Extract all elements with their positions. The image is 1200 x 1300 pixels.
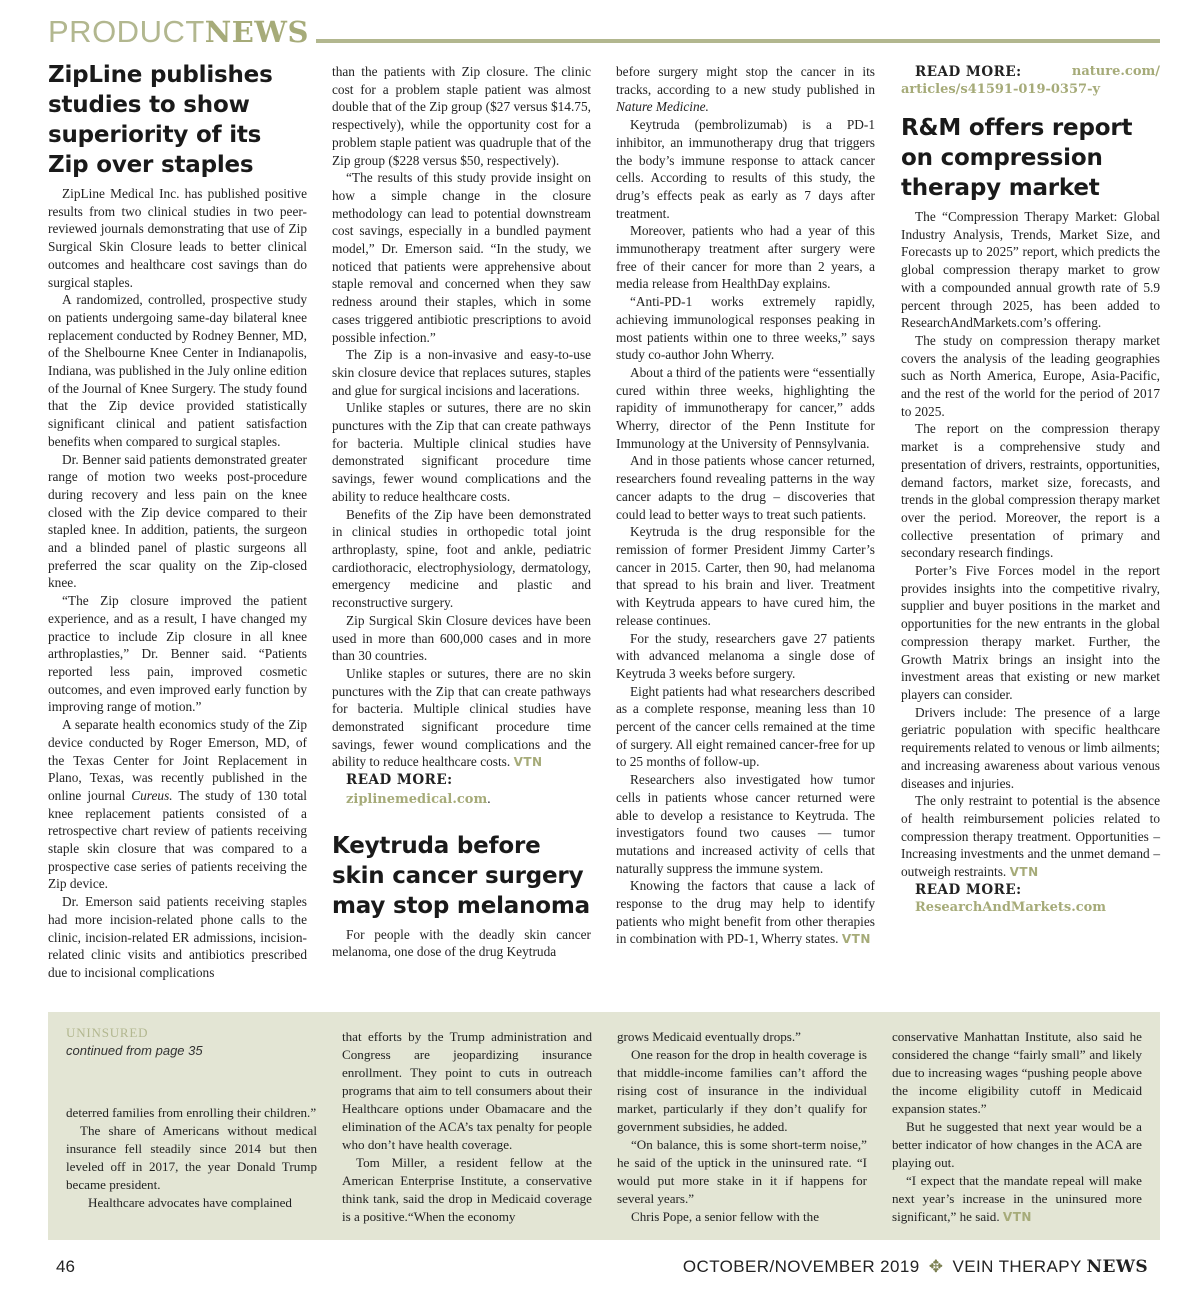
- article-paragraph: For the study, researchers gave 27 patients with advanced melanoma a single dose of Keytruda 3 weeks before surgery.: [616, 630, 875, 681]
- article-paragraph: Healthcare advocates have complained: [88, 1195, 292, 1210]
- article-paragraph: Chris Pope, a senior fellow with the: [631, 1209, 820, 1224]
- article-paragraph: “The Zip closure improved the patient experience, and as a result, I have changed my practice to include Zip closure in all knee arthroplasties,” Dr. Benner said. “Patients reported less pain, improved cosmetic outcomes, and even improved early function by improving range of motion.”: [48, 593, 307, 715]
- article-paragraph: The share of Americans without medical insurance fell steadily since 2014 but then leveled off in 2017, the year Donald Trump became president.: [66, 1123, 317, 1192]
- issue-date: OCTOBER/NOVEMBER 2019: [682, 1257, 920, 1276]
- column-3: [616, 63, 875, 949]
- read-more-link[interactable]: articles/s41591-019-0357-y: [901, 82, 1101, 97]
- article-paragraph: Researchers also investigated how tumor cells in patients whose cancer returned were able to develop a resistance to Keytruda. The investigators found two causes — tumor mutations and increased activity of cells that naturally suppress the immune system.: [616, 772, 875, 876]
- vtn-signoff: VTN: [1002, 1210, 1032, 1224]
- article-paragraph: Zip Surgical Skin Closure devices have been used in more than 600,000 cases and in more than 30 countries.: [332, 612, 591, 664]
- section-title: PRODUCTNEWS: [48, 14, 309, 49]
- article-paragraph: Knowing the factors that cause a lack of response to the drug may help to identify patients who might benefit from other therapies in combination with PD-1, Wherry states. VTN: [616, 878, 875, 947]
- article-paragraph: “On balance, this is some short-term noise,” he said of the uptick in the uninsured rate. “I would put more stake in it if happens for several years.”: [617, 1137, 867, 1206]
- article-paragraph: And in those patients whose cancer returned, researchers found revealing patterns in the way cancer adapts to the drug – discoveries that could lead to better ways to treat such patients.: [616, 453, 875, 522]
- read-more-keytruda: [901, 63, 1160, 81]
- vtn-signoff: VTN: [513, 755, 543, 770]
- journal-name: Nature Medicine.: [616, 99, 709, 115]
- article-paragraph: Benefits of the Zip have been demonstrated in clinical studies in orthopedic total joint arthroplasty, spine, foot and ankle, pediatric cardiothoracic, electrophysiology, dermatology, emergency medicine and plastic and reconstructive surgery.: [332, 506, 591, 611]
- magazine-footer: [683, 1257, 1148, 1279]
- article-paragraph: Dr. Benner said patients demonstrated greater range of motion two weeks post-procedure during recovery and less pain on the knee closed with the Zip device compared to their stapled knee. In addition, patients, the surgeon and a blinded panel of plastic surgeons all preferred the scar quality on the Zip-closed knee.: [48, 451, 307, 591]
- article-headline-zipline: ZipLine publishes studies to show superiority of its Zip over staples: [48, 62, 273, 178]
- vtn-signoff: VTN: [1009, 865, 1039, 880]
- box-column-1: [66, 1024, 317, 1212]
- read-more-zipline: READ MORE: ziplinemedical.com.: [332, 772, 591, 808]
- article-paragraph: About a third of the patients were “essentially cured within three weeks, highlighting the rapidity of immunotherapy for cancer,” adds Wherry, director of the Penn Institute for Immunology at the University of Pennsylvania.: [616, 364, 875, 451]
- article-paragraph: that efforts by the Trump administration and Congress are jeopardizing insurance enrollment. They point to cuts in outreach programs that aim to tell consumers about their Healthcare options under Obamacare and the elimination of the ACA’s tax penalty for people who don’t have health coverage.: [342, 1029, 592, 1152]
- article-paragraph: The only restraint to potential is the absence of health reimbursement policies related to compression therapy treatment. Opportunities – Increasing investments and the unmet demand – outweigh restraints. VTN: [901, 793, 1160, 880]
- article-paragraph: “The results of this study provide insight on how a simple change in the closure methodology can lead to potential downstream cost savings, especially in a bundled payment model,” Dr. Emerson said. “In the study, we noticed that patients were apprehensive about staple removal and concerned when they saw redness around their staples, which in some cases triggered antibiotic prescriptions to avoid possible infection.”: [332, 170, 591, 345]
- article-paragraph: Keytruda is the drug responsible for the remission of former President Jimmy Carter’s cancer in 2015. Carter, then 90, had melanoma that spread to his brain and liver. Treatment with Keytruda appears to have cured him, the release continues.: [616, 524, 875, 628]
- article-paragraph: The “Compression Therapy Market: Global Industry Analysis, Trends, Market Size, and Forecasts up to 2025” report, which predicts the global compression therapy market to grow with a compounded annual growth rate of 5.9 percent through 2025, has been added to ResearchAndMarkets.com’s offering.: [901, 209, 1160, 331]
- column-2: [332, 63, 591, 961]
- article-paragraph: Eight patients had what researchers described as a complete response, meaning less than 10 percent of the cancer cells remained at the time of surgery. All eight remained cancer-free for up to 25 months of follow-up.: [616, 683, 875, 770]
- article-paragraph: Moreover, patients who had a year of this immunotherapy treatment after surgery were free of their cancer for more than 2 years, a media release from HealthDay explains.: [616, 223, 875, 292]
- read-more-compression: [901, 882, 1160, 917]
- journal-name: Cureus.: [131, 787, 173, 803]
- article-paragraph: Unlike staples or sutures, there are no skin punctures with the Zip that can create pathways for bacteria. Multiple clinical studies have demonstrated significant procedure time savings, fewer wound complications and the ability to reduce healthcare costs. VTN: [332, 665, 591, 770]
- box-column-4: [892, 1028, 1142, 1226]
- article-paragraph: before surgery might stop the cancer in its tracks, according to a new study published in Nature Medicine.: [616, 64, 875, 115]
- article-paragraph: ZipLine Medical Inc. has published positive results from two clinical studies in two peer-reviewed journals demonstrating that use of Zip Surgical Skin Closure leads to better clinical outcomes and healthcare cost savings than do surgical staples.: [48, 186, 307, 290]
- continued-from-label: continued from page 35: [66, 1043, 203, 1058]
- article-paragraph: “Anti-PD-1 works extremely rapidly, achieving immunological responses peaking in most patients within one to three weeks,” says study co-author John Wherry.: [616, 294, 875, 363]
- article-paragraph: One reason for the drop in health coverage is that middle-income families can’t afford the rising cost of insurance in the individual market, particularly if they don’t qualify for government subsidies, he added.: [617, 1047, 867, 1134]
- article-paragraph: Keytruda (pembrolizumab) is a PD-1 inhibitor, an immunotherapy drug that triggers the body’s immune response to attack cancer cells. According to results of this study, the drug’s effects peak as early as 7 days after treatment.: [616, 117, 875, 221]
- article-paragraph: A randomized, controlled, prospective study on patients undergoing same-day bilateral knee replacement conducted by Rodney Benner, MD, of the Shelbourne Knee Center in Indianapolis, Indiana, was published in the July online edition of the Journal of Knee Surgery. The study found that the Zip device provided statistically significant clinical and patient satisfaction benefits when compared to surgical staples.: [48, 292, 307, 449]
- article-paragraph: Dr. Emerson said patients receiving staples had more incision-related phone calls to the clinic, incision-related ER admissions, incision-related clinic visits and antibiotics prescribed due to incisional complications: [48, 894, 307, 980]
- continued-section-label: UNINSURED: [66, 1025, 149, 1040]
- article-paragraph: Tom Miller, a resident fellow at the American Enterprise Institute, a conservative think tank, said the drop in Medicaid coverage is a positive.“When the economy: [342, 1155, 592, 1224]
- continuation-box: [48, 1012, 1160, 1240]
- article-paragraph: The report on the compression therapy market is a comprehensive study and presentation of drivers, restraints, opportunities, demand factors, market size, forecasts, and trends in the global compression therapy market over the period. Moreover, the report is a collective presentation of primary and secondary research findings.: [901, 421, 1160, 561]
- article-paragraph: than the patients with Zip closure. The clinic cost for a problem staple patient was almost double that of the Zip group ($27 versus $14.75, respectively), while the opportunity cost for a problem staple patient was quadruple that of the Zip group ($228 versus $50, respectively).: [332, 64, 591, 168]
- article-paragraph: grows Medicaid eventually drops.”: [617, 1029, 801, 1044]
- article-paragraph: “I expect that the mandate repeal will make next year’s increase in the uninsured more significant,” he said. VTN: [892, 1173, 1142, 1224]
- article-headline-keytruda: Keytruda before skin cancer surgery may stop melanoma: [332, 832, 590, 919]
- article-paragraph: The Zip is a non-invasive and easy-to-use skin closure device that replaces sutures, staples and glue for surgical incisions and lacerations.: [332, 347, 591, 398]
- article-paragraph: The study on compression therapy market covers the analysis of the leading geographies such as North America, Europe, Asia-Pacific, and the rest of the world for the period of 2017 to 2025.: [901, 332, 1160, 419]
- article-paragraph: conservative Manhattan Institute, also said he considered the change “fairly small” and likely due to increasing wages “pushing people above the income eligibility cutoff in Medicaid expansion states.”: [892, 1029, 1142, 1116]
- section-header: [48, 14, 1160, 50]
- ornament-icon: ✥: [928, 1257, 944, 1276]
- article-paragraph: For people with the deadly skin cancer melanoma, one dose of the drug Keytruda: [332, 926, 591, 960]
- box-column-3: [617, 1028, 867, 1226]
- read-more-label: READ MORE:: [915, 881, 1022, 898]
- read-more-label: READ MORE:: [915, 64, 1022, 80]
- column-1: [48, 60, 307, 982]
- read-more-link[interactable]: ziplinemedical.com: [346, 791, 488, 807]
- vtn-signoff: VTN: [841, 932, 871, 947]
- article-paragraph: deterred families from enrolling their children.”: [66, 1105, 317, 1120]
- article-paragraph: Drivers include: The presence of a large geriatric population with specific healthcare requirements related to venous or limb ailments; and increasing awareness about various venous diseases and injuries.: [901, 704, 1160, 791]
- magazine-name: VEIN THERAPY: [952, 1257, 1082, 1276]
- column-4: [901, 63, 1160, 917]
- article-headline-compression: R&M offers report on compression therapy market: [901, 115, 1133, 201]
- article-paragraph: Porter’s Five Forces model in the report provides insights into the competitive rivalry, supplier and buyer positions in the market and opportunities for the new entrants in the global compression therapy market. Further, the Growth Matrix brings an insight into the investment areas that existing or new market players can consider.: [901, 563, 1160, 702]
- article-paragraph: But he suggested that next year would be a better indicator of how changes in the ACA are playing out.: [892, 1119, 1142, 1170]
- box-column-2: [342, 1028, 592, 1226]
- read-more-link[interactable]: nature.com/: [1071, 64, 1160, 79]
- header-rule: [316, 39, 1160, 43]
- magazine-name-bold: NEWS: [1086, 1257, 1148, 1277]
- read-more-label: READ MORE:: [346, 772, 453, 789]
- page-number: 46: [56, 1257, 75, 1276]
- article-paragraph: Unlike staples or sutures, there are no skin punctures with the Zip that can create pathways for bacteria. Multiple clinical studies have demonstrated significant procedure time savings, fewer wound complications and the ability to reduce healthcare costs.: [332, 400, 591, 504]
- article-paragraph: A separate health economics study of the Zip device conducted by Roger Emerson, MD, of the Texas Center for Joint Replacement in Plano, Texas, was recently published in the online journal Cureus. The study of 130 total knee replacement patients consisted of a retrospective chart review of patients receiving staple skin closure that was compared to a prospective case series of patients receiving the Zip device.: [48, 717, 307, 892]
- read-more-link[interactable]: ResearchAndMarkets.com: [915, 900, 1107, 916]
